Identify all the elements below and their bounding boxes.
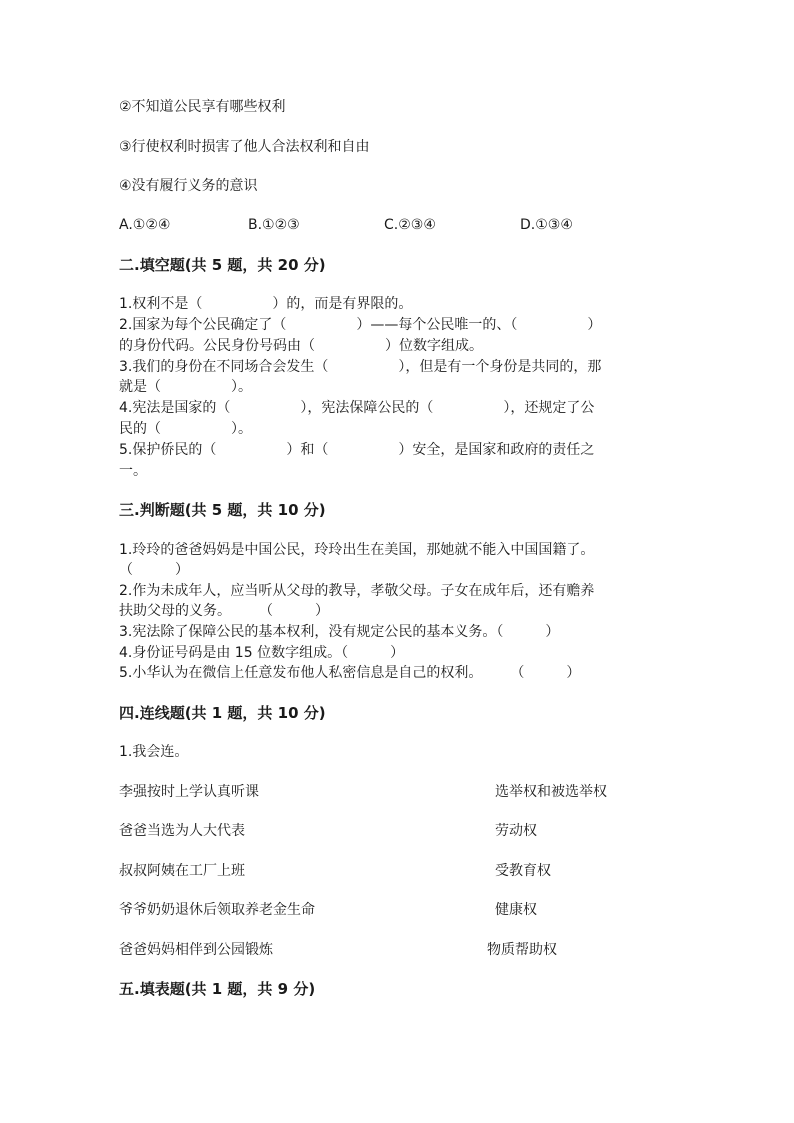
- choice-b: B.①②③: [248, 217, 300, 233]
- fill-line-2: 2.国家为每个公民确定了（ ）——每个公民唯一的、（ ）: [119, 317, 602, 333]
- match-right-5: 物质帮助权: [487, 942, 557, 958]
- judge-line-7: 5.小华认为在微信上任意发布他人私密信息是自己的权利。 （ ）: [119, 665, 581, 681]
- match-intro: 1.我会连。: [119, 744, 189, 760]
- fill-line-9: 一。: [119, 463, 147, 479]
- fill-line-6: 4.宪法是国家的（ ），宪法保障公民的（ ），还规定了公: [119, 400, 595, 416]
- fill-line-3: 的身份代码。公民身份号码由（ ）位数字组成。: [119, 338, 483, 354]
- choice-d: D.①③④: [520, 217, 573, 233]
- section-5-heading: 五.填表题(共 1 题，共 9 分): [119, 980, 316, 998]
- match-left-4: 爷爷奶奶退休后领取养老金生命: [119, 902, 315, 918]
- fill-line-8: 5.保护侨民的（ ）和（ ）安全，是国家和政府的责任之: [119, 442, 595, 458]
- match-left-3: 叔叔阿姨在工厂上班: [119, 863, 245, 879]
- judge-line-3: 2.作为未成年人，应当听从父母的教导，孝敬父母。子女在成年后，还有赡养: [119, 583, 595, 599]
- judge-line-1: 1.玲玲的爸爸妈妈是中国公民，玲玲出生在美国，那她就不能入中国国籍了。: [119, 542, 595, 558]
- section-4-heading: 四.连线题(共 1 题，共 10 分): [119, 704, 326, 722]
- section-3-heading: 三.判断题(共 5 题，共 10 分): [119, 501, 326, 519]
- choice-c: C.②③④: [384, 217, 436, 233]
- match-left-1: 李强按时上学认真听课: [119, 784, 259, 800]
- match-right-2: 劳动权: [495, 823, 537, 839]
- choice-a: A.①②④: [119, 217, 171, 233]
- match-left-2: 爸爸当选为人大代表: [119, 823, 245, 839]
- match-right-3: 受教育权: [495, 863, 551, 879]
- judge-line-6: 4.身份证号码是由 15 位数字组成。（ ）: [119, 645, 405, 661]
- match-right-4: 健康权: [495, 902, 537, 918]
- fill-line-1: 1.权利不是（ ）的，而是有界限的。: [119, 296, 413, 312]
- judge-line-4: 扶助父母的义务。 （ ）: [119, 603, 329, 619]
- option-4: ④没有履行义务的意识: [119, 178, 258, 194]
- fill-line-7: 民的（ ）。: [119, 421, 252, 437]
- fill-line-5: 就是（ ）。: [119, 379, 252, 395]
- option-3: ③行使权利时损害了他人合法权利和自由: [119, 139, 370, 155]
- option-2: ②不知道公民享有哪些权利: [119, 99, 286, 115]
- match-left-5: 爸爸妈妈相伴到公园锻炼: [119, 942, 273, 958]
- judge-line-2: （ ）: [119, 562, 189, 578]
- fill-line-4: 3.我们的身份在不同场合会发生（ ），但是有一个身份是共同的，那: [119, 359, 602, 375]
- section-2-heading: 二.填空题(共 5 题，共 20 分): [119, 256, 326, 274]
- match-right-1: 选举权和被选举权: [495, 784, 607, 800]
- judge-line-5: 3.宪法除了保障公民的基本权利，没有规定公民的基本义务。（ ）: [119, 624, 560, 640]
